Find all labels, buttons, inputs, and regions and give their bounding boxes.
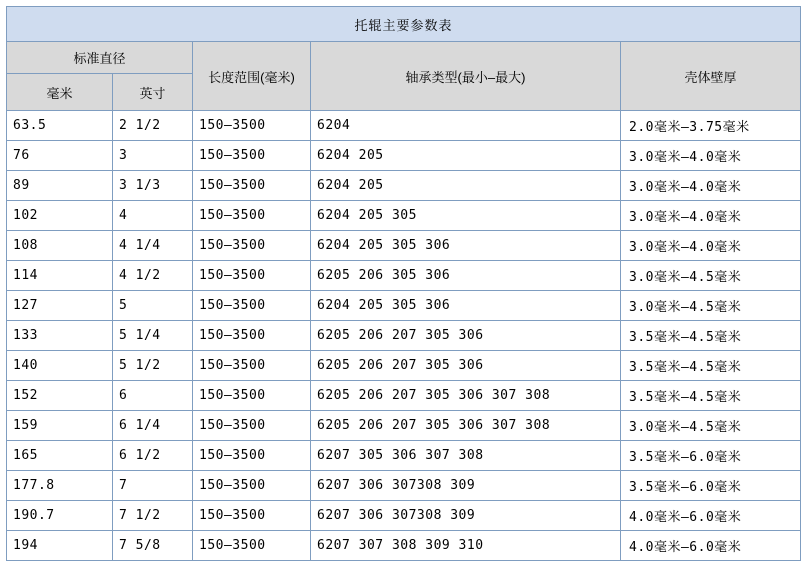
header-length-range: 长度范围(毫米) <box>193 42 311 111</box>
cell-diameter-mm: 165 <box>7 441 113 471</box>
cell-bearing-type: 6204 205 305 306 <box>311 231 621 261</box>
cell-bearing-type: 6205 206 207 305 306 <box>311 351 621 381</box>
cell-bearing-type: 6204 205 305 306 <box>311 291 621 321</box>
table-row <box>7 441 801 471</box>
cell-diameter-mm: 190.7 <box>7 501 113 531</box>
table-row <box>7 231 801 261</box>
cell-diameter-inch: 7 1/2 <box>113 501 193 531</box>
cell-length-range: 150–3500 <box>193 531 311 561</box>
cell-bearing-type: 6205 206 207 305 306 307 308 <box>311 381 621 411</box>
cell-wall-thickness: 3.0毫米–4.5毫米 <box>621 291 801 321</box>
cell-length-range: 150–3500 <box>193 441 311 471</box>
cell-bearing-type: 6207 307 308 309 310 <box>311 531 621 561</box>
cell-wall-thickness: 3.0毫米–4.0毫米 <box>621 201 801 231</box>
cell-length-range: 150–3500 <box>193 321 311 351</box>
table-row <box>7 201 801 231</box>
cell-diameter-mm: 159 <box>7 411 113 441</box>
cell-diameter-mm: 63.5 <box>7 111 113 141</box>
cell-length-range: 150–3500 <box>193 471 311 501</box>
cell-diameter-mm: 133 <box>7 321 113 351</box>
cell-diameter-mm: 89 <box>7 171 113 201</box>
table-row <box>7 411 801 441</box>
cell-bearing-type: 6205 206 207 305 306 <box>311 321 621 351</box>
table-row <box>7 351 801 381</box>
cell-length-range: 150–3500 <box>193 201 311 231</box>
header-diameter-mm: 毫米 <box>7 74 113 111</box>
cell-bearing-type: 6207 306 307308 309 <box>311 501 621 531</box>
table-header-row-1 <box>7 42 801 74</box>
cell-diameter-inch: 5 <box>113 291 193 321</box>
table-row <box>7 111 801 141</box>
cell-length-range: 150–3500 <box>193 261 311 291</box>
cell-bearing-type: 6205 206 207 305 306 307 308 <box>311 411 621 441</box>
cell-bearing-type: 6204 <box>311 111 621 141</box>
cell-diameter-mm: 140 <box>7 351 113 381</box>
idler-spec-table <box>6 6 801 561</box>
cell-bearing-type: 6204 205 <box>311 171 621 201</box>
table-title-row <box>7 7 801 42</box>
table-row <box>7 531 801 561</box>
cell-diameter-mm: 152 <box>7 381 113 411</box>
table-title: 托辊主要参数表 <box>7 7 801 42</box>
cell-diameter-inch: 3 1/3 <box>113 171 193 201</box>
cell-bearing-type: 6207 306 307308 309 <box>311 471 621 501</box>
header-diameter-inch: 英寸 <box>113 74 193 111</box>
table-row <box>7 501 801 531</box>
cell-diameter-inch: 5 1/4 <box>113 321 193 351</box>
table-row <box>7 471 801 501</box>
table-row <box>7 141 801 171</box>
cell-diameter-inch: 7 5/8 <box>113 531 193 561</box>
cell-bearing-type: 6204 205 305 <box>311 201 621 231</box>
cell-length-range: 150–3500 <box>193 381 311 411</box>
cell-bearing-type: 6207 305 306 307 308 <box>311 441 621 471</box>
cell-diameter-inch: 4 1/4 <box>113 231 193 261</box>
cell-length-range: 150–3500 <box>193 411 311 441</box>
cell-length-range: 150–3500 <box>193 231 311 261</box>
cell-bearing-type: 6204 205 <box>311 141 621 171</box>
cell-diameter-mm: 194 <box>7 531 113 561</box>
cell-wall-thickness: 3.0毫米–4.0毫米 <box>621 141 801 171</box>
header-diameter-group: 标准直径 <box>7 42 193 74</box>
cell-bearing-type: 6205 206 305 306 <box>311 261 621 291</box>
cell-diameter-inch: 4 <box>113 201 193 231</box>
cell-length-range: 150–3500 <box>193 111 311 141</box>
cell-diameter-inch: 6 1/2 <box>113 441 193 471</box>
cell-wall-thickness: 3.5毫米–4.5毫米 <box>621 381 801 411</box>
cell-length-range: 150–3500 <box>193 141 311 171</box>
cell-wall-thickness: 4.0毫米–6.0毫米 <box>621 531 801 561</box>
cell-diameter-inch: 3 <box>113 141 193 171</box>
cell-wall-thickness: 3.5毫米–6.0毫米 <box>621 441 801 471</box>
table-row <box>7 321 801 351</box>
cell-wall-thickness: 3.5毫米–6.0毫米 <box>621 471 801 501</box>
cell-wall-thickness: 3.0毫米–4.5毫米 <box>621 411 801 441</box>
table-row <box>7 291 801 321</box>
table-row <box>7 261 801 291</box>
header-bearing-type: 轴承类型(最小–最大) <box>311 42 621 111</box>
cell-diameter-inch: 7 <box>113 471 193 501</box>
cell-diameter-inch: 6 1/4 <box>113 411 193 441</box>
cell-diameter-mm: 114 <box>7 261 113 291</box>
cell-diameter-inch: 4 1/2 <box>113 261 193 291</box>
cell-wall-thickness: 2.0毫米–3.75毫米 <box>621 111 801 141</box>
cell-wall-thickness: 4.0毫米–6.0毫米 <box>621 501 801 531</box>
cell-length-range: 150–3500 <box>193 351 311 381</box>
table-row <box>7 381 801 411</box>
cell-wall-thickness: 3.0毫米–4.5毫米 <box>621 261 801 291</box>
cell-length-range: 150–3500 <box>193 291 311 321</box>
cell-wall-thickness: 3.0毫米–4.0毫米 <box>621 171 801 201</box>
cell-diameter-mm: 108 <box>7 231 113 261</box>
cell-length-range: 150–3500 <box>193 501 311 531</box>
cell-wall-thickness: 3.0毫米–4.0毫米 <box>621 231 801 261</box>
cell-diameter-inch: 5 1/2 <box>113 351 193 381</box>
cell-diameter-mm: 177.8 <box>7 471 113 501</box>
cell-wall-thickness: 3.5毫米–4.5毫米 <box>621 351 801 381</box>
cell-diameter-inch: 2 1/2 <box>113 111 193 141</box>
cell-length-range: 150–3500 <box>193 171 311 201</box>
table-row <box>7 171 801 201</box>
cell-diameter-mm: 102 <box>7 201 113 231</box>
cell-diameter-inch: 6 <box>113 381 193 411</box>
cell-diameter-mm: 76 <box>7 141 113 171</box>
cell-wall-thickness: 3.5毫米–4.5毫米 <box>621 321 801 351</box>
cell-diameter-mm: 127 <box>7 291 113 321</box>
header-wall-thickness: 壳体壁厚 <box>621 42 801 111</box>
